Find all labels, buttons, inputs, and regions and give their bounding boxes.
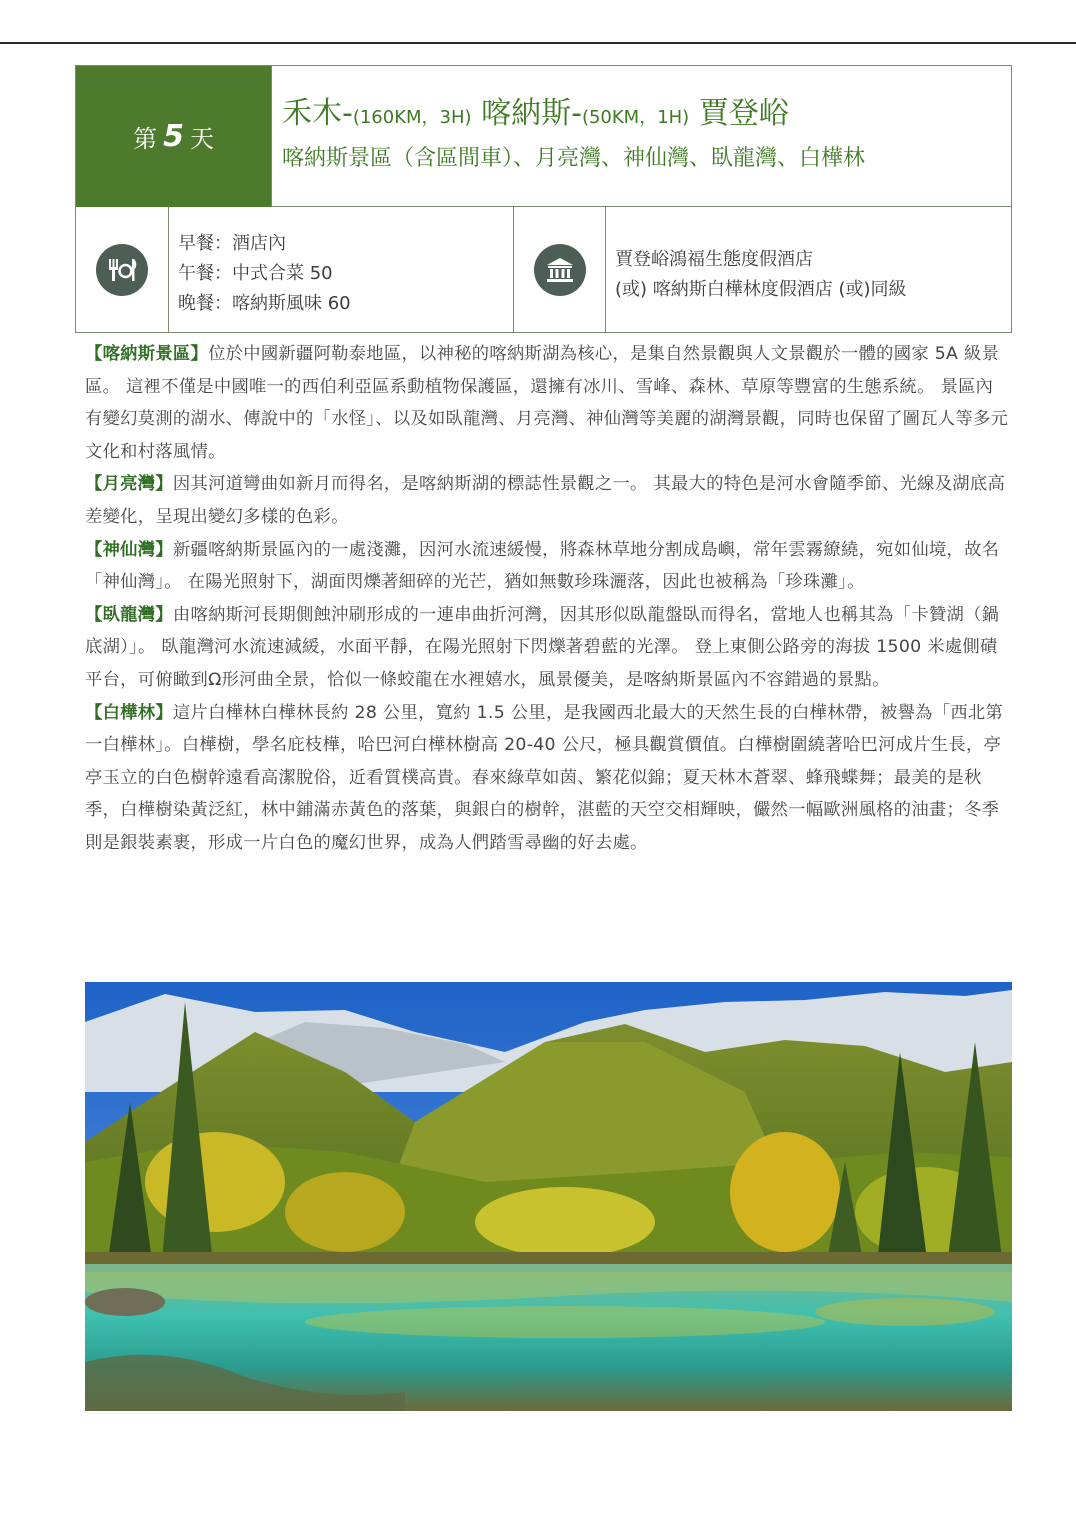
route-stop-3: 賈登峪 [698, 96, 789, 131]
section-text: 新疆喀納斯景區內的一處淺灘，因河水流速緩慢，將森林草地分割成島嶼，常年雲霧繚繞，宛如仙境，故名「神仙灣」。 在陽光照射下，湖面閃爍著細碎的光芒，猶如無數珍珠灑落，因此也被稱為「珍珠灘」。 [85, 539, 1000, 593]
section-birch-forest [85, 697, 1010, 860]
section-title: 【月亮灣】 [85, 474, 173, 495]
route-leg-1: (160KM，3H) [352, 107, 472, 128]
section-dragon-bay [85, 599, 1010, 697]
section-fairy-bay [85, 534, 1010, 599]
hotel-icon-cell [514, 207, 606, 333]
sights-list: 喀納斯景區（含區間車）、月亮灣、神仙灣、臥龍灣、白樺林 [282, 146, 866, 171]
lunch: 午餐：中式合菜 50 [178, 263, 333, 284]
dining-icon [96, 244, 148, 296]
top-rule [0, 42, 1076, 44]
day-suffix: 天 [189, 125, 214, 153]
info-row [76, 207, 1011, 333]
section-title: 【臥龍灣】 [85, 604, 173, 625]
description-body [85, 338, 1010, 860]
day-prefix: 第 [133, 125, 158, 153]
meal-icon-cell [76, 207, 169, 333]
hotel-alternative: (或) 喀納斯白樺林度假酒店 (或)同級 [615, 279, 907, 300]
route-stop-2: 喀納斯- [481, 96, 582, 131]
section-title: 【神仙灣】 [85, 539, 173, 560]
day-number: 5 [163, 119, 184, 154]
route-leg-2: (50KM，1H) [581, 107, 690, 128]
section-kanas [85, 338, 1010, 468]
section-text: 這片白樺林白樺林長約 28 公里，寬約 1.5 公里，是我國西北最大的天然生長的白樺林帶，被譽為「西北第一白樺林」。白樺樹，學名庇枝樺，哈巴河白樺林樹高 20-40 公尺，極具觀賞價值。白樺樹圍繞著哈巴河成片生長，亭亭玉立的白色樹幹遠看高潔脫俗，近看質樸高貴。春來綠草如茵、繁花似錦；夏天林木蒼翠、蜂飛蝶舞；最美的是秋季，白樺樹染黃泛紅，林中鋪滿赤黃色的落葉，與銀白的樹幹，湛藍的天空交相輝映，儼然一幅歐洲風格的油畫；冬季則是銀裝素裹，形成一片白色的魔幻世界，成為人們踏雪尋幽的好去處。 [85, 702, 1004, 853]
lake-landscape-photo [85, 982, 1012, 1411]
route-line [282, 94, 1011, 138]
breakfast: 早餐：酒店內 [178, 233, 286, 254]
section-text: 由喀納斯河長期側蝕沖刷形成的一連串曲折河灣，因其形似臥龍盤臥而得名，當地人也稱其為「卡贊湖（鍋底湖）」。 臥龍灣河水流速減緩，水面平靜，在陽光照射下閃爍著碧藍的光澤。 登上東側公路旁的海拔 1500 米處側磧平台，可俯瞰到Ω形河曲全景，恰似一條蛟龍在水裡嬉水，風景優美，是喀納斯景區內不容錯過的景點。 [85, 604, 1000, 690]
section-moon-bay [85, 468, 1010, 533]
hotel-name: 賈登峪鴻福生態度假酒店 [615, 249, 813, 270]
hotel-cell [605, 207, 1011, 333]
route-cell [271, 66, 1011, 207]
route-stop-1: 禾木- [282, 96, 353, 131]
section-text: 位於中國新疆阿勒泰地區，以神秘的喀納斯湖為核心，是集自然景觀與人文景觀於一體的國家 5A 級景區。 這裡不僅是中國唯一的西伯利亞區系動植物保護區，還擁有冰川、雪峰、森林、草原等豐富的生態系統。 景區內有變幻莫測的湖水、傳說中的「水怪」、以及如臥龍灣、月亮灣、神仙灣等美麗的湖灣景觀，同時也保留了圖瓦人等多元文化和村落風情。 [85, 344, 1009, 462]
section-text: 因其河道彎曲如新月而得名，是喀納斯湖的標誌性景觀之一。 其最大的特色是河水會隨季節、光線及湖底高差變化，呈現出變幻多樣的色彩。 [85, 474, 1006, 527]
day-label [76, 66, 271, 207]
meals-cell [168, 207, 514, 333]
section-title: 【喀納斯景區】 [85, 344, 209, 364]
itinerary-header-table [75, 65, 1012, 333]
section-title: 【白樺林】 [85, 702, 173, 723]
building-icon [534, 244, 586, 296]
dinner: 晚餐：喀納斯風味 60 [178, 293, 351, 314]
